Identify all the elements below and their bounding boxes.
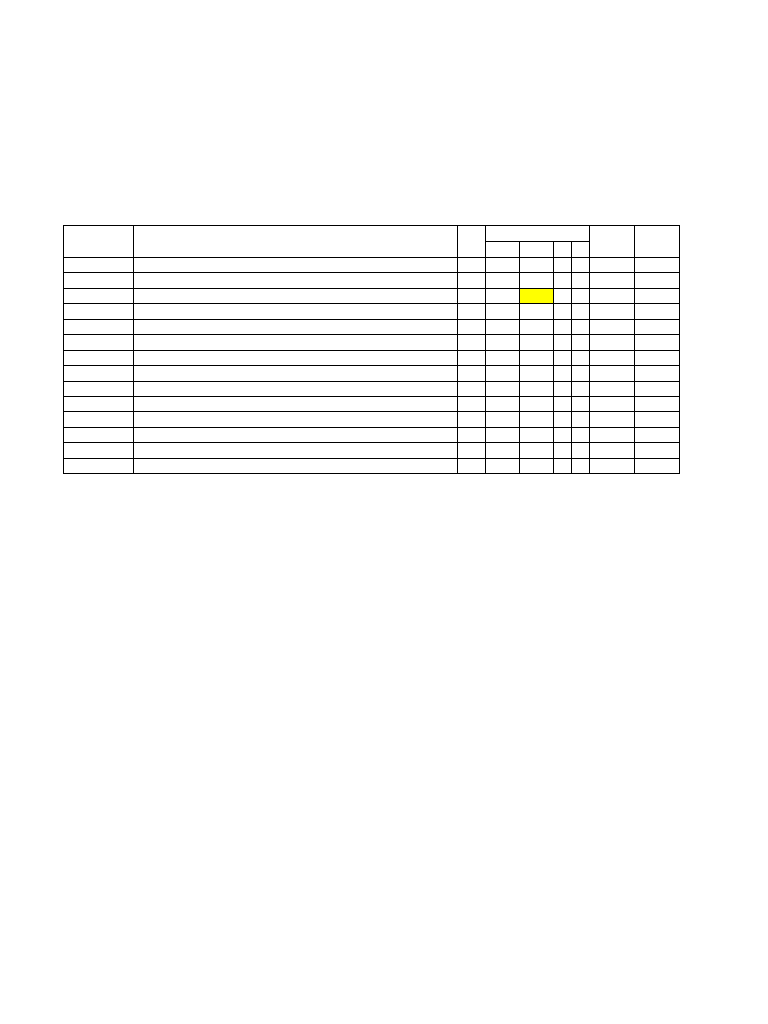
col-larg — [520, 242, 554, 258]
cant-cell — [486, 366, 520, 381]
unit-cell — [458, 443, 486, 458]
al-cell — [572, 304, 590, 319]
description-cell — [134, 273, 458, 288]
table-row — [64, 443, 680, 458]
partida-cell — [64, 396, 134, 411]
partida-cell — [64, 288, 134, 303]
larg-cell — [520, 381, 554, 396]
al-cell — [572, 350, 590, 365]
al-cell — [572, 443, 590, 458]
total-cell — [635, 443, 680, 458]
unit-cell — [458, 427, 486, 442]
partida-cell — [64, 319, 134, 334]
an-cell — [554, 335, 572, 350]
parcial-cell — [590, 304, 635, 319]
parcial-cell — [590, 366, 635, 381]
cant-cell — [486, 335, 520, 350]
parcial-cell — [590, 335, 635, 350]
col-total — [635, 226, 680, 258]
cant-cell — [486, 319, 520, 334]
unit-cell — [458, 366, 486, 381]
total-cell — [635, 427, 680, 442]
al-cell — [572, 288, 590, 303]
al-cell — [572, 258, 590, 273]
total-cell — [635, 288, 680, 303]
table-row — [64, 335, 680, 350]
partida-cell — [64, 412, 134, 427]
an-cell — [554, 427, 572, 442]
col-und — [458, 226, 486, 258]
larg-cell — [520, 319, 554, 334]
larg-cell — [520, 288, 554, 303]
al-cell — [572, 412, 590, 427]
an-cell — [554, 443, 572, 458]
partida-cell — [64, 273, 134, 288]
table-row — [64, 427, 680, 442]
col-al — [572, 242, 590, 258]
table-row — [64, 273, 680, 288]
unit-cell — [458, 381, 486, 396]
unit-cell — [458, 273, 486, 288]
parcial-cell — [590, 427, 635, 442]
an-cell — [554, 350, 572, 365]
total-cell — [635, 381, 680, 396]
larg-cell — [520, 396, 554, 411]
col-medidas — [486, 226, 590, 242]
al-cell — [572, 335, 590, 350]
unit-cell — [458, 304, 486, 319]
larg-cell — [520, 427, 554, 442]
parcial-cell — [590, 319, 635, 334]
unit-cell — [458, 412, 486, 427]
table-row — [64, 304, 680, 319]
table-row — [64, 258, 680, 273]
total-cell — [635, 335, 680, 350]
larg-cell — [520, 304, 554, 319]
unit-cell — [458, 335, 486, 350]
al-cell — [572, 381, 590, 396]
an-cell — [554, 458, 572, 473]
description-cell — [134, 304, 458, 319]
larg-cell — [520, 350, 554, 365]
parcial-cell — [590, 273, 635, 288]
cant-cell — [486, 304, 520, 319]
parcial-cell — [590, 350, 635, 365]
cant-cell — [486, 427, 520, 442]
partida-cell — [64, 458, 134, 473]
unit-cell — [458, 350, 486, 365]
description-cell — [134, 319, 458, 334]
description-cell — [134, 381, 458, 396]
description-cell — [134, 427, 458, 442]
larg-cell — [520, 443, 554, 458]
col-parcial — [590, 226, 635, 258]
al-cell — [572, 366, 590, 381]
parcial-cell — [590, 381, 635, 396]
cant-cell — [486, 443, 520, 458]
partida-cell — [64, 350, 134, 365]
total-cell — [635, 350, 680, 365]
total-cell — [635, 304, 680, 319]
table-row — [64, 319, 680, 334]
table-row — [64, 350, 680, 365]
an-cell — [554, 319, 572, 334]
table-row — [64, 412, 680, 427]
partida-cell — [64, 335, 134, 350]
description-cell — [134, 458, 458, 473]
an-cell — [554, 258, 572, 273]
partida-cell — [64, 443, 134, 458]
cant-cell — [486, 350, 520, 365]
unit-cell — [458, 258, 486, 273]
total-cell — [635, 258, 680, 273]
an-cell — [554, 396, 572, 411]
an-cell — [554, 381, 572, 396]
parcial-cell — [590, 396, 635, 411]
unit-cell — [458, 458, 486, 473]
description-cell — [134, 412, 458, 427]
parcial-cell — [590, 412, 635, 427]
table-row — [64, 288, 680, 303]
larg-cell — [520, 412, 554, 427]
total-cell — [635, 319, 680, 334]
cant-cell — [486, 458, 520, 473]
total-cell — [635, 458, 680, 473]
partida-cell — [64, 427, 134, 442]
description-cell — [134, 443, 458, 458]
al-cell — [572, 273, 590, 288]
total-cell — [635, 366, 680, 381]
partida-cell — [64, 258, 134, 273]
larg-cell — [520, 258, 554, 273]
cant-cell — [486, 258, 520, 273]
larg-cell — [520, 458, 554, 473]
al-cell — [572, 396, 590, 411]
partida-cell — [64, 381, 134, 396]
larg-cell — [520, 366, 554, 381]
total-cell — [635, 396, 680, 411]
description-cell — [134, 396, 458, 411]
description-cell — [134, 366, 458, 381]
al-cell — [572, 458, 590, 473]
an-cell — [554, 273, 572, 288]
parcial-cell — [590, 443, 635, 458]
parcial-cell — [590, 458, 635, 473]
table-row — [64, 458, 680, 473]
parcial-cell — [590, 288, 635, 303]
partida-cell — [64, 366, 134, 381]
cant-cell — [486, 412, 520, 427]
al-cell — [572, 427, 590, 442]
col-descripcion — [134, 226, 458, 258]
parcial-cell — [590, 258, 635, 273]
cant-cell — [486, 396, 520, 411]
unit-cell — [458, 319, 486, 334]
an-cell — [554, 304, 572, 319]
total-cell — [635, 273, 680, 288]
cant-cell — [486, 273, 520, 288]
an-cell — [554, 412, 572, 427]
unit-cell — [458, 288, 486, 303]
unit-cell — [458, 396, 486, 411]
al-cell — [572, 319, 590, 334]
table-row — [64, 366, 680, 381]
description-cell — [134, 288, 458, 303]
col-an — [554, 242, 572, 258]
col-partida — [64, 226, 134, 258]
total-cell — [635, 412, 680, 427]
table-row — [64, 396, 680, 411]
cant-cell — [486, 288, 520, 303]
larg-cell — [520, 273, 554, 288]
description-cell — [134, 350, 458, 365]
col-cant — [486, 242, 520, 258]
metrados-table — [63, 225, 680, 474]
partida-cell — [64, 304, 134, 319]
cant-cell — [486, 381, 520, 396]
an-cell — [554, 366, 572, 381]
an-cell — [554, 288, 572, 303]
description-cell — [134, 335, 458, 350]
table-row — [64, 381, 680, 396]
description-cell — [134, 258, 458, 273]
larg-cell — [520, 335, 554, 350]
